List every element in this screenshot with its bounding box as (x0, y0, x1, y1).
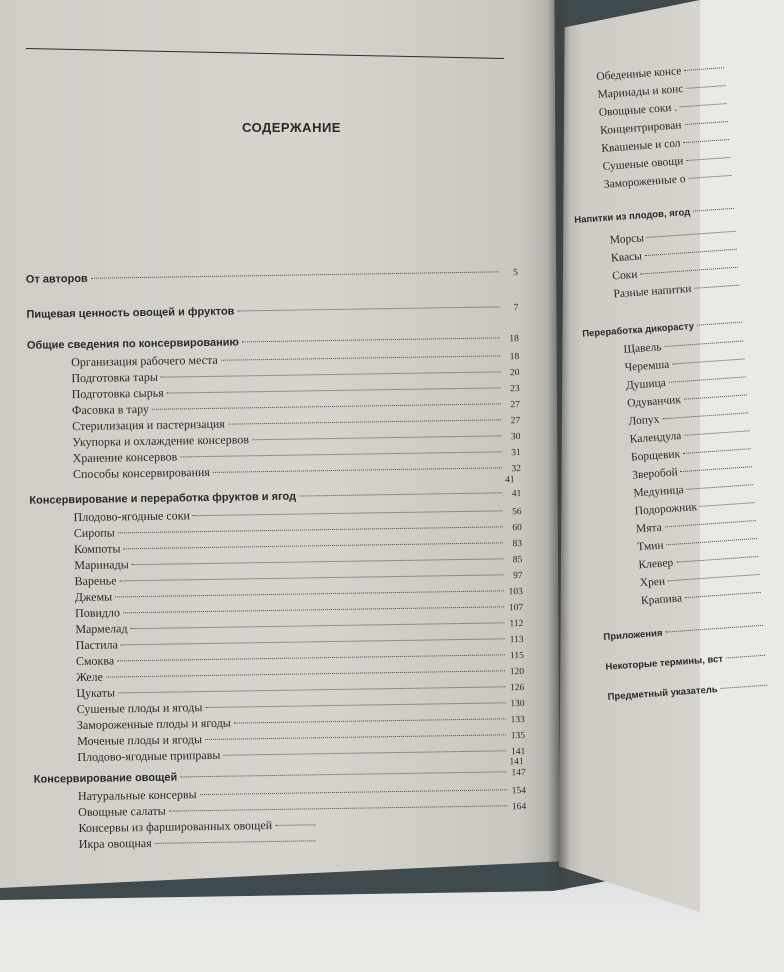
toc-page-number: 126 (508, 683, 524, 693)
dot-leader (665, 625, 763, 633)
toc-entry-title: Сушеные овощи (602, 155, 683, 173)
toc-entry-title: Обеденные консе (596, 65, 682, 83)
dot-leader (684, 121, 727, 125)
toc-page-number: 5 (502, 268, 518, 278)
toc-entry-title: Общие сведения по консервированию (27, 336, 239, 351)
toc-page-number: 107 (507, 603, 523, 613)
toc-entry-title: Желе (76, 670, 103, 685)
page-number: 41 (505, 475, 515, 485)
toc-entry-title: Натуральные консервы (78, 787, 197, 804)
dot-leader (680, 103, 726, 107)
toc-entry-title: Пастила (76, 637, 119, 653)
toc-page-number: 23 (504, 384, 520, 394)
toc-entry-title: Моченые плоды и ягоды (77, 732, 202, 749)
toc-entry-title: Икра овощная (79, 836, 152, 852)
dot-leader (726, 655, 765, 659)
dot-leader (665, 520, 756, 527)
toc-entry-title: Одуванчик (627, 394, 682, 410)
toc-entry-title: Плодово-ягодные соки (74, 508, 191, 525)
dot-leader (676, 556, 758, 563)
toc-section-entry (603, 621, 764, 647)
toc-entry-title: Тмин (637, 540, 664, 554)
toc-section-entry (574, 204, 735, 230)
toc-page-number: 115 (508, 651, 524, 661)
toc-entry-title: Некоторые термины, вст (605, 654, 723, 673)
toc-page-number: 27 (504, 400, 520, 410)
toc-page-number: 141 (509, 747, 525, 757)
dot-leader (640, 267, 738, 275)
toc-page-number: 27 (504, 416, 520, 426)
dot-leader (697, 322, 742, 326)
toc-entry-title: Мармелад (75, 621, 127, 637)
dot-leader (686, 157, 730, 161)
dot-leader (645, 249, 737, 256)
toc-entry-title: Пищевая ценность овощей и фруктов (26, 306, 234, 321)
toc-entry-title: Зверобой (632, 466, 678, 481)
toc-entry-title: Подорожник (634, 501, 697, 517)
toc-page-number: 120 (508, 667, 524, 677)
dot-leader (681, 466, 752, 472)
toc-page-number: 154 (510, 786, 526, 796)
toc-entry-title: Консервирование и переработка фруктов и ягод (29, 491, 296, 507)
toc-entry-title: Сушеные плоды и ягоды (77, 700, 203, 717)
dot-leader (694, 285, 739, 289)
toc-entry-title: Компоты (74, 541, 121, 557)
dot-leader (684, 430, 749, 436)
toc-entry-title: Овощные соки . (598, 102, 677, 119)
toc-entry-title: Сиропы (74, 525, 115, 541)
dot-leader (693, 208, 734, 212)
toc-page-number: 32 (505, 464, 521, 474)
toc-entry-title: Щавель (623, 341, 662, 356)
toc-entry-title: Фасовка в тару (72, 402, 149, 418)
toc-entry-title: Клевер (638, 557, 673, 571)
toc-entry-title: Замороженные о (604, 173, 686, 191)
toc-entry-title: Квасы (611, 250, 643, 264)
toc-entry-title: Цукаты (76, 685, 115, 701)
dot-leader (686, 85, 725, 89)
toc-entry-title: Мята (636, 522, 663, 536)
toc-entry-title: Медуница (633, 484, 684, 499)
toc-page-number: 31 (505, 448, 521, 458)
toc-entry-title: Подготовка тары (71, 370, 158, 386)
toc-entry-title: Варенье (75, 573, 117, 589)
toc-entry-title: Напитки из плодов, ягод (574, 207, 691, 226)
toc-page-number: 103 (507, 587, 523, 597)
dot-leader (662, 412, 748, 419)
toc-entry-title: Консервирование овощей (34, 771, 178, 785)
toc-entry-title: Переработка дикорасту (582, 321, 694, 340)
toc-entry-title: Способы консервирования (73, 465, 210, 482)
toc-entry-title: Черемша (624, 359, 669, 374)
toc-page-number: 135 (509, 731, 525, 741)
toc-entry-title: Маринады (74, 557, 129, 573)
page-title: СОДЕРЖАНИЕ (242, 120, 341, 135)
toc-entry-title: Концентрирован (600, 119, 682, 137)
toc-section-entry (605, 651, 766, 677)
toc-entry-title: Хрен (639, 576, 665, 590)
toc-entry-title: Предметный указатель (607, 684, 718, 703)
dot-leader (666, 538, 757, 545)
toc-entry-title: Организация рабочего места (71, 353, 218, 370)
toc-entry-title: Повидло (75, 605, 120, 621)
toc-entry-title: Укупорка и охлаждение консервов (72, 432, 249, 450)
toc-entry-title: Лопух (628, 414, 660, 428)
toc-entry-title: Подготовка сырья (72, 386, 164, 402)
toc-page-number: 7 (502, 303, 518, 313)
toc-page-number: 113 (508, 635, 524, 645)
dot-leader (687, 484, 754, 490)
dot-leader (685, 592, 761, 598)
toc-page-number: 41 (505, 489, 521, 499)
toc-page-number: 83 (506, 539, 522, 549)
toc-section-entry (607, 681, 768, 707)
toc-entry-title: Хранение консервов (73, 449, 178, 466)
dot-leader (688, 175, 731, 179)
dot-leader (721, 685, 768, 689)
toc-page-number: 147 (510, 768, 526, 778)
toc-entry-title: Джемы (75, 589, 113, 605)
toc-page-number: 18 (503, 334, 519, 344)
dot-leader (683, 139, 729, 143)
toc-page-number: 112 (507, 619, 523, 629)
dot-leader (672, 358, 744, 364)
toc-page-number: 60 (506, 523, 522, 533)
toc-page-number: 18 (503, 352, 519, 362)
toc-entry-title: Овощные салаты (78, 804, 166, 820)
toc-entry-title: Крапива (641, 592, 683, 607)
toc-entry-title: Консервы из фаршированных овощей (78, 818, 272, 836)
toc-page-number: 30 (504, 432, 520, 442)
toc-entry-title: От авторов (26, 273, 88, 286)
toc-page-number: 164 (510, 802, 526, 812)
toc-entry-title: Замороженные плоды и ягоды (77, 716, 231, 733)
toc-page-number: 20 (503, 368, 519, 378)
toc-entry-title: Приложения (603, 628, 663, 643)
dot-leader (647, 231, 736, 238)
toc-page-number: 85 (506, 555, 522, 565)
toc-entry-title: Календула (629, 430, 681, 446)
dot-leader (684, 67, 724, 71)
dot-leader (664, 341, 743, 347)
dot-leader (683, 448, 751, 454)
dot-leader (700, 502, 755, 507)
toc-entry-title: Плодово-ягодные приправы (77, 748, 220, 765)
toc-entry-title: Смоква (76, 653, 114, 669)
dot-leader (668, 574, 760, 581)
toc-entry-title: Борщевик (631, 448, 681, 463)
toc-entry-title: Разные напитки (613, 283, 692, 300)
toc-entry-title: Соки (612, 269, 638, 283)
toc-entry-title: Стерилизация и пастеризация (72, 417, 225, 434)
toc-entry-title: Морсы (609, 232, 644, 246)
toc-page-number: 130 (509, 699, 525, 709)
page-number: 141 (509, 757, 523, 767)
toc-entry-title: Маринады и конс (597, 83, 684, 101)
toc-entry-title: Душица (626, 377, 667, 392)
dot-leader (669, 376, 746, 382)
toc-entry-title: Квашеные и сол (601, 137, 681, 155)
toc-page-number: 56 (506, 507, 522, 517)
toc-page-number: 97 (507, 571, 523, 581)
dot-leader (684, 394, 747, 399)
toc-page-number: 133 (509, 715, 525, 725)
